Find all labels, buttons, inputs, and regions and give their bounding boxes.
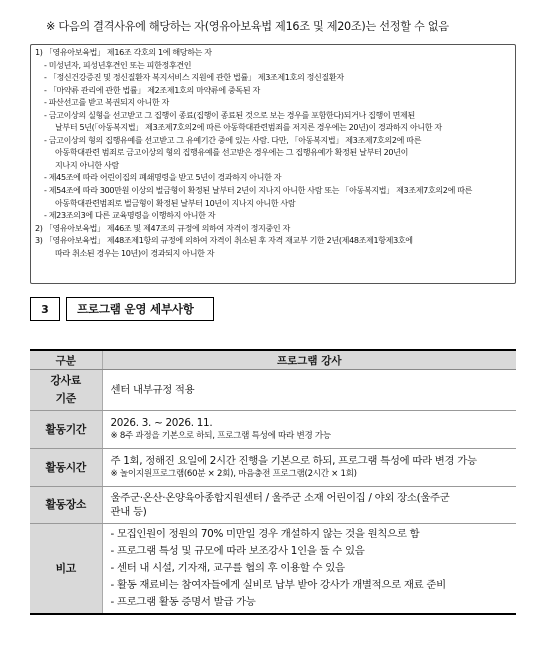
row-label bbox=[30, 411, 102, 449]
row-label-text: 기준 bbox=[55, 392, 76, 405]
row-content-line: - 모집인원이 정원의 70% 미만일 경우 개설하지 않는 것을 원칙으로 함 bbox=[110, 528, 420, 540]
disqualification-line: 날부터 5년(「아동복지법」 제3조제7호의2에 따른 아동학대관련범죄를 저지른 경우에는 20년)이 경과하지 아니한 자 bbox=[55, 123, 442, 133]
table-row bbox=[30, 370, 516, 411]
disqualification-line: - 제45조에 따라 어린이집의 폐쇄명령을 받고 5년이 경과하지 아니한 자 bbox=[44, 173, 282, 183]
disqualification-line: - 금고이상의 실형을 선고받고 그 집행이 종료(집행이 종료된 것으로 보는 경우를 포함한다)되거나 집행이 면제된 bbox=[44, 110, 415, 120]
table-row bbox=[30, 524, 516, 615]
table-row bbox=[30, 411, 516, 449]
row-label-text: 강사료 bbox=[50, 374, 81, 387]
row-label bbox=[30, 524, 102, 615]
row-content bbox=[102, 487, 516, 524]
table-row bbox=[30, 449, 516, 487]
disqualification-line: 1) 「영유아보육법」 제16조 각호의 1에 해당하는 자 bbox=[35, 48, 212, 57]
section-title: 프로그램 운영 세부사항 bbox=[66, 297, 214, 321]
row-content bbox=[102, 411, 516, 449]
row-content-line: - 센터 내 시설, 기자재, 교구를 협의 후 이용할 수 있음 bbox=[110, 562, 345, 574]
row-content-line: - 프로그램 특성 및 규모에 따라 보조강사 1인을 둘 수 있음 bbox=[110, 545, 365, 557]
row-label-text: 활동기간 bbox=[45, 422, 87, 436]
row-label bbox=[30, 370, 102, 411]
row-label-text: 활동시간 bbox=[45, 460, 87, 474]
disqualification-line: - 파산선고를 받고 복권되지 아니한 자 bbox=[44, 98, 169, 108]
disqualification-line: 3) 「영유아보육법」 제48조제1항의 규정에 의하여 자격이 취소된 후 자격 재교부 기한 2년(제48조제1항제3호에 bbox=[35, 236, 413, 246]
row-content-line: 센터 내부규정 적용 bbox=[110, 384, 195, 396]
program-table bbox=[30, 349, 516, 615]
disqualification-line: - 금고이상의 형의 집행유예를 선고받고 그 유예기간 중에 있는 사람. 다만, 「아동복지법」 제3조제7호의2에 따른 bbox=[44, 135, 422, 145]
row-content-line: 관내 등) bbox=[110, 506, 147, 518]
disqualification-line: - 제54조에 따라 300만원 이상의 벌금형이 확정된 날부터 2년이 지나지 아니한 사람 또는 「아동복지법」 제3조제7호의2에 따른 bbox=[44, 186, 473, 196]
disqualification-line: - 「정신건강증진 및 정신질환자 복지서비스 지원에 관한 법률」 제3조제1호의 정신질환자 bbox=[44, 73, 344, 83]
row-label-text: 비고 bbox=[55, 561, 76, 575]
row-content-line: 2026. 3. ~ 2026. 11. bbox=[110, 417, 213, 429]
row-content bbox=[102, 449, 516, 487]
disqualification-line: 따라 취소된 경우는 10년)이 경과되지 아니한 자 bbox=[55, 248, 215, 258]
disqualification-notice: ※ 다음의 결격사유에 해당하는 자(영유아보육법 제16조 및 제20조)는 선정할 수 없음 bbox=[46, 20, 449, 33]
row-content-line: - 프로그램 활동 증명서 발급 가능 bbox=[110, 596, 256, 608]
row-content-line: ※ 8주 과정을 기본으로 하되, 프로그램 특성에 따라 변경 가능 bbox=[110, 431, 331, 441]
row-content-line: - 활동 재료비는 참여자들에게 실비로 납부 받아 강사가 개별적으로 재료 준비 bbox=[110, 579, 446, 591]
row-label bbox=[30, 449, 102, 487]
section-number: 3 bbox=[30, 297, 60, 321]
disqualification-line: 아동학대관련 범죄로 금고이상의 형의 집행유예를 선고받은 경우에는 그 집행유예가 확정된 날부터 20년이 bbox=[55, 148, 409, 158]
disqualification-line: 2) 「영유아보육법」 제46조 및 제47조의 규정에 의하여 자격이 정지중인 자 bbox=[35, 223, 290, 233]
row-label-text: 활동장소 bbox=[45, 498, 87, 511]
header-category: 구분 bbox=[30, 350, 102, 370]
row-content-line: ※ 놀이지원프로그램(60분 × 2회), 마음충전 프로그램(2시간 × 1회) bbox=[110, 469, 357, 479]
row-label bbox=[30, 487, 102, 524]
disqualification-line: - 제23조의3에 다른 교육명령을 이행하지 아니한 자 bbox=[44, 211, 216, 221]
disqualification-line: 지나지 아니한 사람 bbox=[55, 160, 119, 170]
row-content bbox=[102, 370, 516, 411]
row-content-line: 울주군·온산·온양육아종합지원센터 / 울주군 소재 어린이집 / 야외 장소(울주군 bbox=[110, 492, 450, 504]
row-content bbox=[102, 524, 516, 615]
disqualification-line: 아동학대관련범죄로 벌금형이 확정된 날부터 10년이 지나지 아니한 사람 bbox=[55, 198, 296, 208]
disqualification-line: - 미성년자, 피성년후견인 또는 피한정후견인 bbox=[44, 60, 192, 70]
header-program-instructor: 프로그램 강사 bbox=[102, 350, 516, 370]
table-row bbox=[30, 487, 516, 524]
disqualification-box bbox=[30, 44, 516, 284]
disqualification-line: - 「마약류 관리에 관한 법률」 제2조제1호의 마약류에 중독된 자 bbox=[44, 85, 260, 95]
table-header-row bbox=[30, 350, 516, 370]
row-content-line: 주 1회, 정해진 요일에 2시간 진행을 기본으로 하되, 프로그램 특성에 따라 변경 가능 bbox=[110, 455, 477, 467]
